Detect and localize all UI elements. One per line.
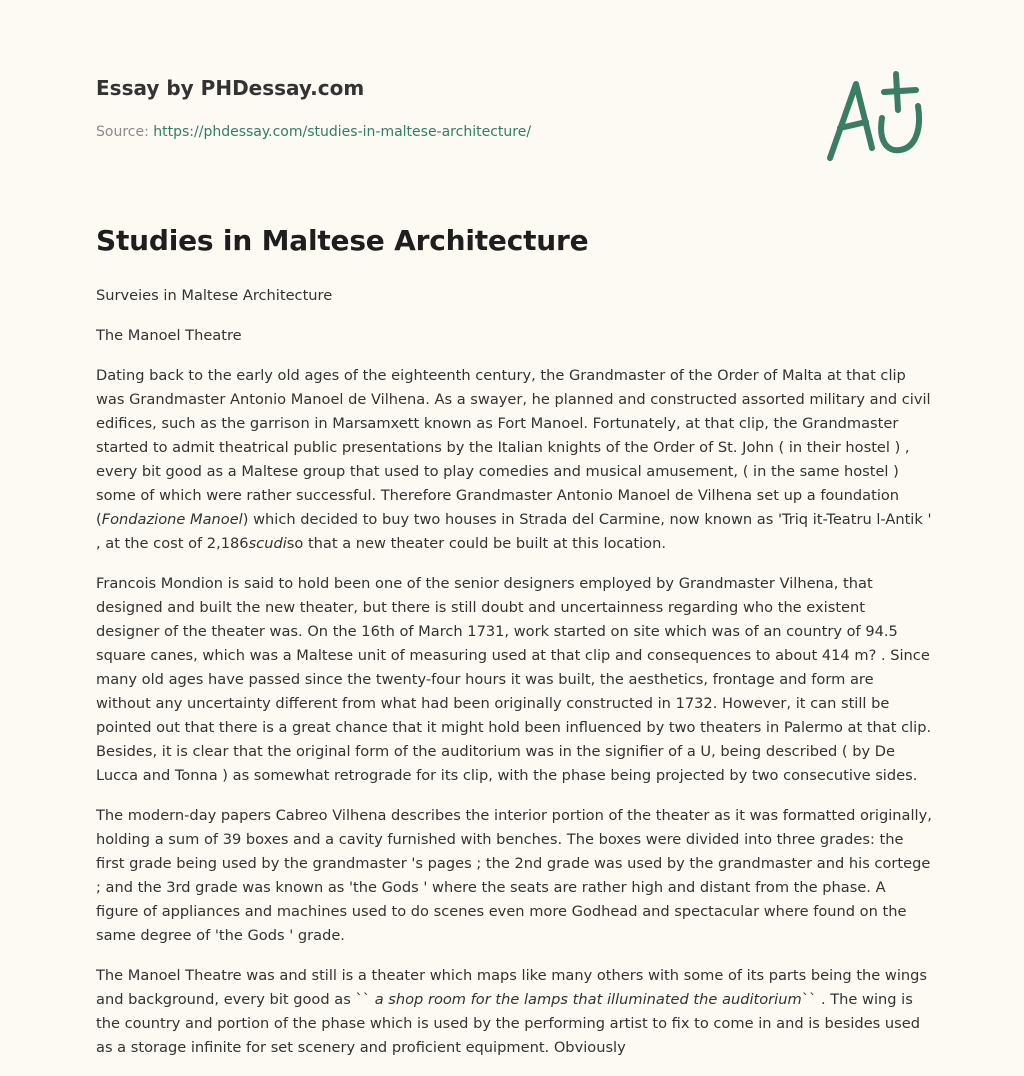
source-label: Source: bbox=[96, 124, 149, 140]
paragraph-1-italic-2: scudi bbox=[248, 535, 287, 552]
paragraph-2: Francois Mondion is said to hold been one of the senior designers employed by Grandmaster Vilhena, that designed and built the new theater, but there is still doubt and uncertainness regarding who the existent designer of the theater was. On the 16th of March 1731, work started on site which was of an country of 94.5 square canes, which was a Maltese unit of measuring used at that clip and consequences to about 414 m? . Since many old ages have passed since the twenty-four hours it was built, the aesthetics, frontage and form are without any uncertainty different from what had been originally constructed in 1732. However, it can still be pointed out that there is a great chance that it might hold been influenced by two theaters in Palermo at that clip. Besides, it is clear that the original form of the auditorium was in the signifier of a U, being described ( by De Lucca and Tonna ) as somewhat retrograde for its clip, with the phase being projected by two consecutive sides. bbox=[96, 575, 932, 784]
paragraph-4-text-b: `` . The wing is the country and portion of the phase which is used by the performing artist to fix to come in and is besides used as a storage infinite for set scenery and proficient equipment. Obviously bbox=[96, 991, 921, 1056]
paragraph-1-text-a: Dating back to the early old ages of the eighteenth century, the Grandmaster of the Order of Malta at that clip was Grandmaster Antonio Manoel de Vilhena. As a swayer, he planned and constructed assorted military and civil edifices, such as the garrison in Marsamxett known as Fort Manoel. Fortunately, at that clip, the Grandmaster started to admit theatrical public presentations by the Italian knights of the Order of St. John ( in their hostel ) , every bit good as a Maltese group that used to play comedies and musical amusement, ( in the same hostel ) some of which were rather successful. Therefore Grandmaster Antonio Manoel de Vilhena set up a foundation ( bbox=[96, 367, 931, 528]
paragraph-1-text-b: ) which decided to buy two houses in Strada del Carmine, now known as 'Triq it-Teatru l-Antik ' , at the cost of 2,186 bbox=[96, 511, 932, 552]
a-plus-logo-icon bbox=[822, 66, 932, 166]
section-heading: The Manoel Theatre bbox=[96, 327, 242, 344]
source-line bbox=[96, 124, 531, 140]
paragraph-4 bbox=[96, 964, 932, 1060]
paragraph-1-italic-1: Fondazione Manoel bbox=[101, 511, 243, 528]
essay-subtitle: Surveies in Maltese Architecture bbox=[96, 287, 333, 304]
paragraph-4-italic-1: a shop room for the lamps that illuminated the auditorium bbox=[374, 991, 802, 1008]
paragraph-1 bbox=[96, 364, 932, 556]
source-link[interactable]: https://phdessay.com/studies-in-maltese-architecture/ bbox=[153, 124, 532, 140]
paragraph-1-text-c: so that a new theater could be built at this location. bbox=[286, 535, 666, 552]
essay-body bbox=[96, 284, 932, 1076]
paragraph-3: The modern-day papers Cabreo Vilhena describes the interior portion of the theater as it was formatted originally, holding a sum of 39 boxes and a cavity furnished with benches. The boxes were divided into three grades: the first grade being used by the grandmaster 's pages ; the 2nd grade was used by the grandmaster and his cortege ; and the 3rd grade was known as 'the Gods ' where the seats are rather high and distant from the phase. A figure of appliances and machines used to do scenes even more Godhead and spectacular where found on the same degree of 'the Gods ' grade. bbox=[96, 807, 932, 944]
paragraph-4-text-a: The Manoel Theatre was and still is a theater which maps like many others with some of its parts being the wings and background, every bit good as `` bbox=[96, 967, 928, 1008]
essay-title: Studies in Maltese Architecture bbox=[96, 224, 589, 257]
brand-title: Essay by PHDessay.com bbox=[96, 76, 365, 100]
